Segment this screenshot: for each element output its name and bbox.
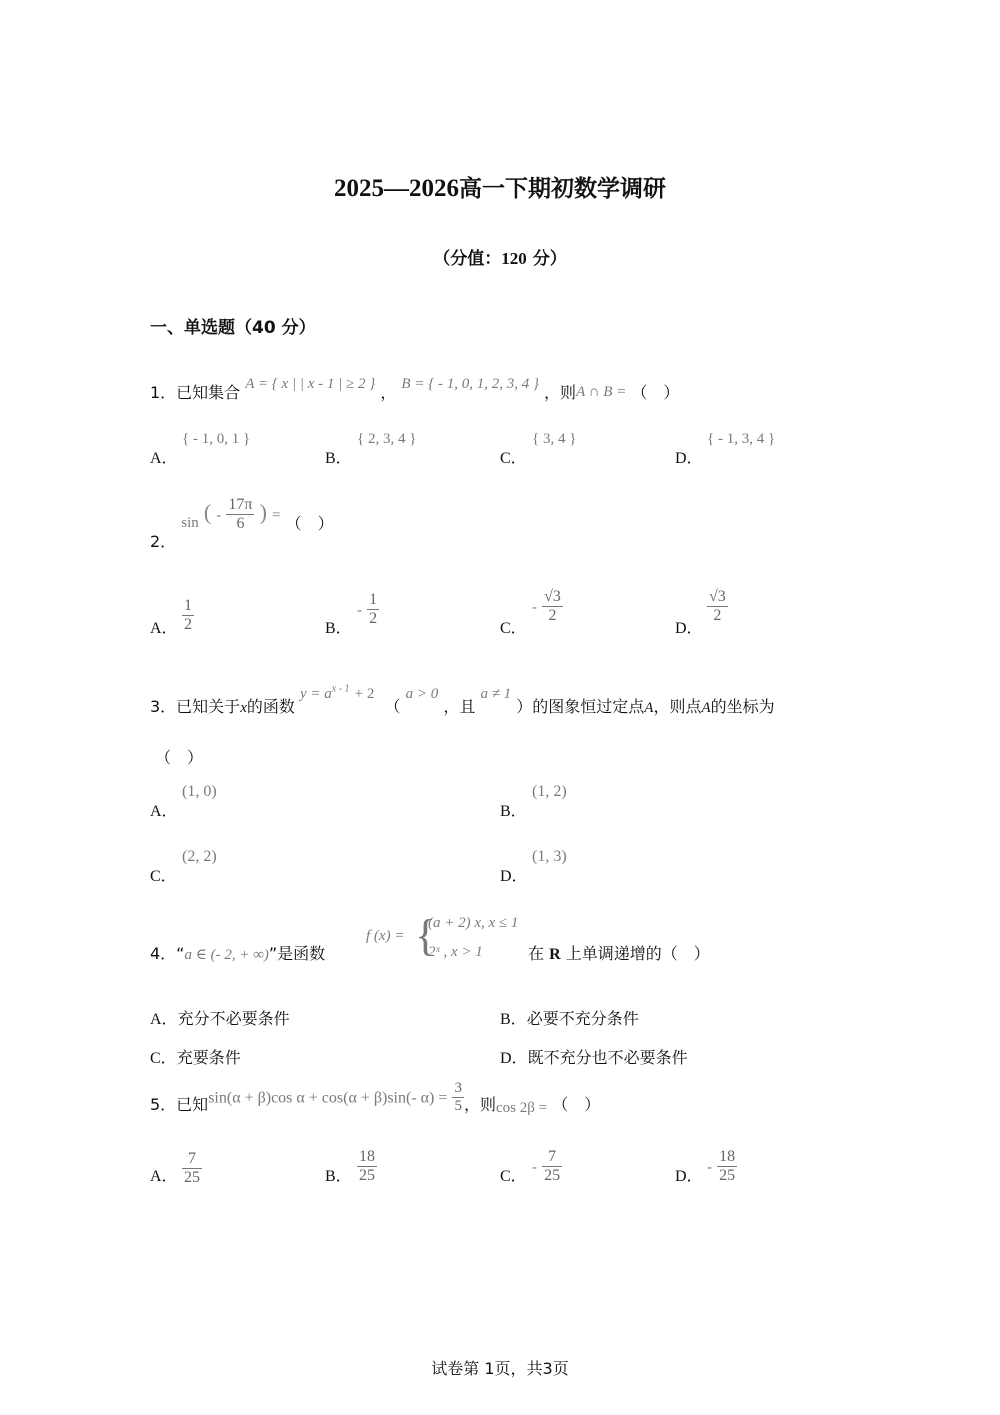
- q4-case-1: (a + 2) x, x ≤ 1: [428, 915, 519, 931]
- q4-option-a[interactable]: A．充分不必要条件: [150, 1009, 290, 1028]
- q2-option-b[interactable]: B．: [325, 620, 352, 637]
- section-heading: 一、单选题（40 分）: [150, 318, 316, 338]
- q2-option-a[interactable]: A．: [150, 620, 178, 637]
- exam-title: [0, 170, 1000, 203]
- q5-option-d[interactable]: D．: [675, 1168, 703, 1185]
- question-3: 3．已知关于x的函数 $y = a^{x - 1} + 2$ （ a > 0 ，且 a ≠ 1 ）的图象恒过定点A，则点A的坐标为: [150, 683, 775, 716]
- q3-answer-paren: （ ）: [155, 748, 204, 767]
- q4-condition: a ∈ (- 2, + ∞): [184, 947, 269, 963]
- q3-option-c-value: (2, 2): [182, 848, 217, 865]
- question-4-prefix: 4．“a ∈ (- 2, + ∞)”是函数: [150, 944, 326, 963]
- q1-option-a[interactable]: A．: [150, 450, 178, 467]
- q1-option-c-value: { 3, 4 }: [532, 431, 577, 447]
- q1-option-b-value: { 2, 3, 4 }: [357, 431, 417, 447]
- q5-option-a-value: $\frac{7}{25}$: [184, 1150, 200, 1187]
- q3-option-a[interactable]: A．: [150, 803, 178, 820]
- q3-option-b-value: (1, 2): [532, 783, 567, 800]
- q2-option-c-value: - $\frac{√3}{2}$: [532, 588, 561, 625]
- question-5: 5．已知sin(α + β)cos α + cos(α + β)sin(- α) = $\frac{3}{5}$ ，则cos 2β = （ ）: [150, 1080, 601, 1117]
- set-b: B = { - 1, 0, 1, 2, 3, 4 }: [401, 376, 539, 392]
- q5-option-d-value: - $\frac{18}{25}$: [707, 1148, 736, 1185]
- q2-option-a-value: $\frac{1}{2}$: [184, 597, 192, 634]
- q2-option-b-value: - $\frac{1}{2}$: [357, 591, 378, 628]
- q4-option-b[interactable]: B．必要不充分条件: [500, 1009, 639, 1028]
- q4-option-c[interactable]: C．充要条件: [150, 1048, 241, 1067]
- q3-option-d-value: (1, 3): [532, 848, 567, 865]
- q3-option-b[interactable]: B．: [500, 803, 527, 820]
- q1-option-d[interactable]: D．: [675, 450, 703, 467]
- question-2: 2． sin ( - $\frac{17\pi}{6}$ ) = （ ）: [150, 496, 334, 552]
- q3-option-d[interactable]: D．: [500, 868, 528, 885]
- q5-fraction: $\frac{3}{5}$: [454, 1080, 462, 1115]
- q2-option-d-value: $\frac{√3}{2}$: [709, 588, 726, 625]
- q5-option-c[interactable]: C．: [500, 1168, 527, 1185]
- q4-option-d[interactable]: D．既不充分也不必要条件: [500, 1048, 688, 1067]
- q5-option-c-value: - $\frac{7}{25}$: [532, 1148, 561, 1185]
- q2-option-d[interactable]: D．: [675, 620, 703, 637]
- q1-option-c[interactable]: C．: [500, 450, 527, 467]
- page-footer: 试卷第 1页，共3页: [431, 1359, 569, 1378]
- set-a: A = { x | | x - 1 | ≥ 2 }: [245, 376, 376, 392]
- q4-case-2: 2ˣ , x > 1: [428, 944, 483, 960]
- q3-option-c[interactable]: C．: [150, 868, 177, 885]
- q5-expression: sin(α + β)cos α + cos(α + β)sin(- α) =: [208, 1089, 448, 1107]
- q5-option-b-value: $\frac{18}{25}$: [359, 1148, 375, 1185]
- q1-option-a-value: { - 1, 0, 1 }: [182, 431, 251, 447]
- q4-brace: {: [415, 911, 437, 960]
- question-4-tail: 在 R 上单调递增的（ ）: [528, 944, 710, 963]
- exam-title-year: 2025—2026: [334, 175, 459, 202]
- q1-option-d-value: { - 1, 3, 4 }: [707, 431, 776, 447]
- score-line: （分值：120 分）: [433, 249, 567, 269]
- q4-fx: f (x) =: [366, 928, 405, 944]
- exam-title-text: 高一下期初数学调研: [459, 176, 666, 202]
- q5-option-b[interactable]: B．: [325, 1168, 352, 1185]
- q2-fraction: $\frac{17\pi}{6}$: [228, 496, 253, 533]
- question-1: 1．已知集合 A = { x | | x - 1 | ≥ 2 } ， B = { - 1, 0, 1, 2, 3, 4 } ，则A ∩ B = （ ）: [150, 376, 680, 402]
- q5-option-a[interactable]: A．: [150, 1168, 178, 1185]
- q1-option-b[interactable]: B．: [325, 450, 352, 467]
- q2-option-c[interactable]: C．: [500, 620, 527, 637]
- q3-option-a-value: (1, 0): [182, 783, 217, 800]
